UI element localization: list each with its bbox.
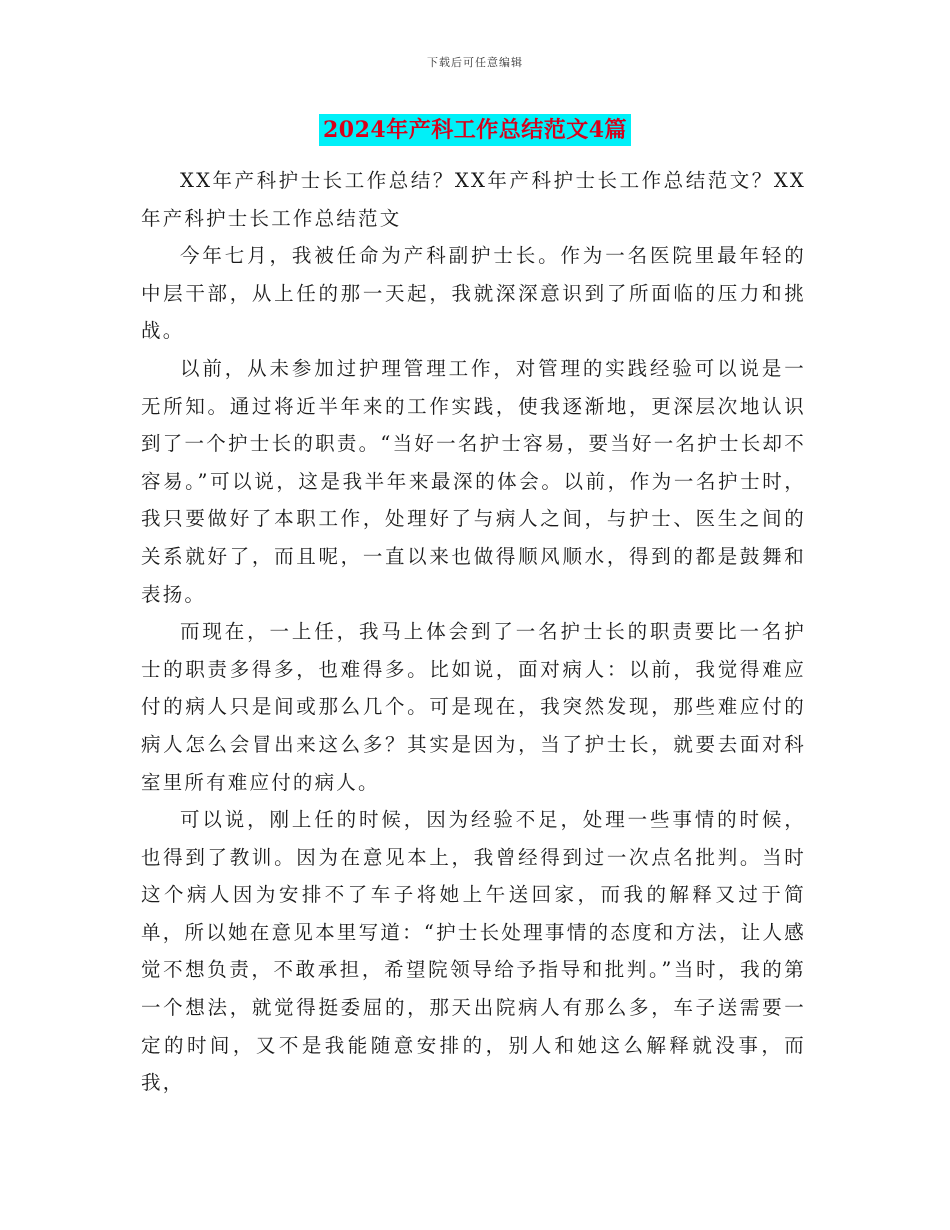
paragraph: 可以说，刚上任的时候，因为经验不足，处理一些事情的时候，也得到了教训。因为在意见本上，我曾经得到过一次点名批判。当时这个病人因为安排不了车子将她上午送回家，而我的解释又过于简单，所以她在意见本里写道：“护士长处理事情的态度和方法，让人感觉不想负责，不敢承担，希望院领导给予指导和批判。”当时，我的第一个想法，就觉得挺委屈的，那天出院病人有那么多，车子送需要一定的时间，又不是我能随意安排的，别人和她这么解释就没事，而我， xyxy=(141,808,806,1095)
paragraph: 而现在，一上任，我马上体会到了一名护士长的职责要比一名护士的职责多得多，也难得多。比如说，面对病人：以前，我觉得难应付的病人只是间或那么几个。可是现在，我突然发现，那些难应付的病人怎么会冒出来这么多？其实是因为，当了护士长，就要去面对科室里所有难应付的病人。 xyxy=(141,620,806,794)
paragraph: 今年七月，我被任命为产科副护士长。作为一名医院里最年轻的中层干部，从上任的那一天起，我就深深意识到了所面临的压力和挑战。 xyxy=(141,244,806,343)
document-body xyxy=(141,162,806,1102)
title-container xyxy=(0,114,950,146)
paragraph: XX年产科护士长工作总结？XX年产科护士长工作总结范文？XX年产科护士长工作总结范文 xyxy=(141,169,806,230)
document-title: 2024年产科工作总结范文4篇 xyxy=(319,114,631,146)
paragraph: 以前，从未参加过护理管理工作，对管理的实践经验可以说是一无所知。通过将近半年来的工作实践，使我逐渐地，更深层次地认识到了一个护士长的职责。“当好一名护士容易，要当好一名护士长却不容易。”可以说，这是我半年来最深的体会。以前，作为一名护士时，我只要做好了本职工作，处理好了与病人之间，与护士、医生之间的关系就好了，而且呢，一直以来也做得顺风顺水，得到的都是鼓舞和表扬。 xyxy=(141,356,806,606)
header-note: 下载后可任意编辑 xyxy=(427,56,523,69)
